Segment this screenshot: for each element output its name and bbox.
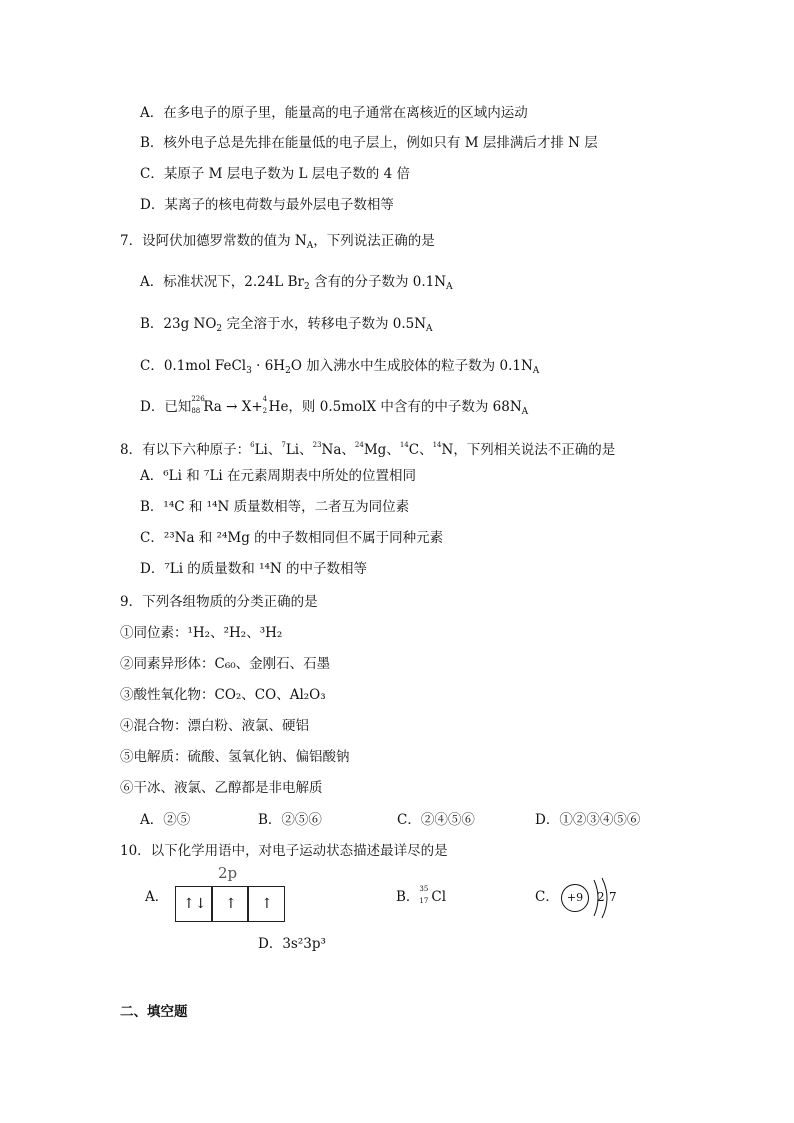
- atomic-nucleus: +9: [561, 884, 589, 912]
- he-nuclide-numbers: 4 2: [262, 395, 268, 415]
- q10-option-a-label: A．: [145, 889, 169, 905]
- q7-stem: 7．设阿伏加德罗常数的值为 $N_A$，下列说法正确的是: [120, 233, 435, 251]
- orbital-2p-label: 2p: [218, 864, 238, 882]
- q9-choice-a: A．②⑤: [140, 812, 191, 828]
- ra-nuclide-numbers: 226 88: [191, 395, 205, 415]
- q8-option-c: C．²³Na 和 ²⁴Mg 的中子数相同但不属于同种元素: [140, 530, 444, 546]
- electron-up-arrow: ↑: [261, 896, 273, 912]
- q9-stem: 9．下列各组物质的分类正确的是: [120, 594, 318, 610]
- q7-option-d: D．已知 226 88 Ra → X+ 4 2 He，则 0.5molX 中含有的中子数为 $68N_A$: [140, 395, 529, 417]
- electron-pair-arrows: ↑↓: [183, 896, 207, 912]
- q10-option-c-label: C．: [535, 889, 559, 905]
- q7-option-a: A．标准状况下，2.24L $Br_2$ 含有的分子数为 $0.1N_A$: [140, 274, 453, 292]
- section-heading-fill-in: 二、填空题: [120, 1004, 188, 1020]
- q9-choice-c: C．②④⑤⑥: [397, 812, 475, 828]
- q9-item-3: ③酸性氧化物：CO₂、CO、Al₂O₃: [120, 687, 326, 703]
- q6-option-d: D．某离子的核电荷数与最外层电子数相等: [140, 197, 394, 213]
- electron-up-arrow: ↑: [225, 896, 237, 912]
- shell-2-count: 7: [609, 890, 617, 904]
- q8-option-b: B．¹⁴C 和 ¹⁴N 质量数相等，二者互为同位素: [140, 499, 410, 515]
- q9-choice-d: D．①②③④⑤⑥: [535, 812, 641, 828]
- q9-choice-b: B．②⑤⑥: [258, 812, 322, 828]
- shell-1-count: 2: [597, 890, 605, 904]
- q10-option-d: D．3s²3p³: [258, 936, 326, 952]
- orbital-box-1: [175, 886, 213, 922]
- q9-item-6: ⑥干冰、液氯、乙醇都是非电解质: [120, 780, 323, 796]
- q6-option-a: A．在多电子的原子里，能量高的电子通常在离核近的区域内运动: [140, 105, 528, 121]
- q8-stem: 8．有以下六种原子：$^6$Li、$^7$Li、$^{23}$Na、$^{24}$Mg、$^{14}$C、$^{14}$N，下列相关说法不正确的是: [120, 441, 616, 458]
- q7-option-b: B．23g $NO_2$ 完全溶于水，转移电子数为 $0.5N_A$: [140, 316, 433, 334]
- q9-item-2: ②同素异形体：C₆₀、金刚石、石墨: [120, 656, 331, 672]
- q9-item-5: ⑤电解质：硫酸、氢氧化钠、偏铝酸钠: [120, 749, 350, 765]
- q9-item-4: ④混合物：漂白粉、液氯、硬铝: [120, 718, 309, 734]
- q9-item-1: ①同位素：¹H₂、²H₂、³H₂: [120, 625, 283, 641]
- orbital-box-3: [247, 886, 285, 922]
- q8-option-d: D．⁷Li 的质量数和 ¹⁴N 的中子数相等: [140, 561, 368, 577]
- q7-option-c: C．0.1mol FeCl$_3$ · $6H_2O$ 加入沸水中生成胶体的粒子数为 $0.1N_A$: [140, 358, 540, 376]
- q8-option-a: A．⁶Li 和 ⁷Li 在元素周期表中所处的位置相同: [140, 468, 417, 484]
- q6-option-c: C．某原子 M 层电子数为 L 层电子数的 4 倍: [140, 166, 410, 182]
- q6-option-b: B．核外电子总是先排在能量低的电子层上，例如只有 M 层排满后才排 N 层: [140, 135, 598, 151]
- q10-option-b: B． 35 17 Cl: [396, 885, 447, 905]
- cl-nuclide-numbers: 35 17: [419, 885, 429, 905]
- q10-stem: 10．以下化学用语中，对电子运动状态描述最详尽的是: [120, 843, 448, 859]
- orbital-box-2: [211, 886, 249, 922]
